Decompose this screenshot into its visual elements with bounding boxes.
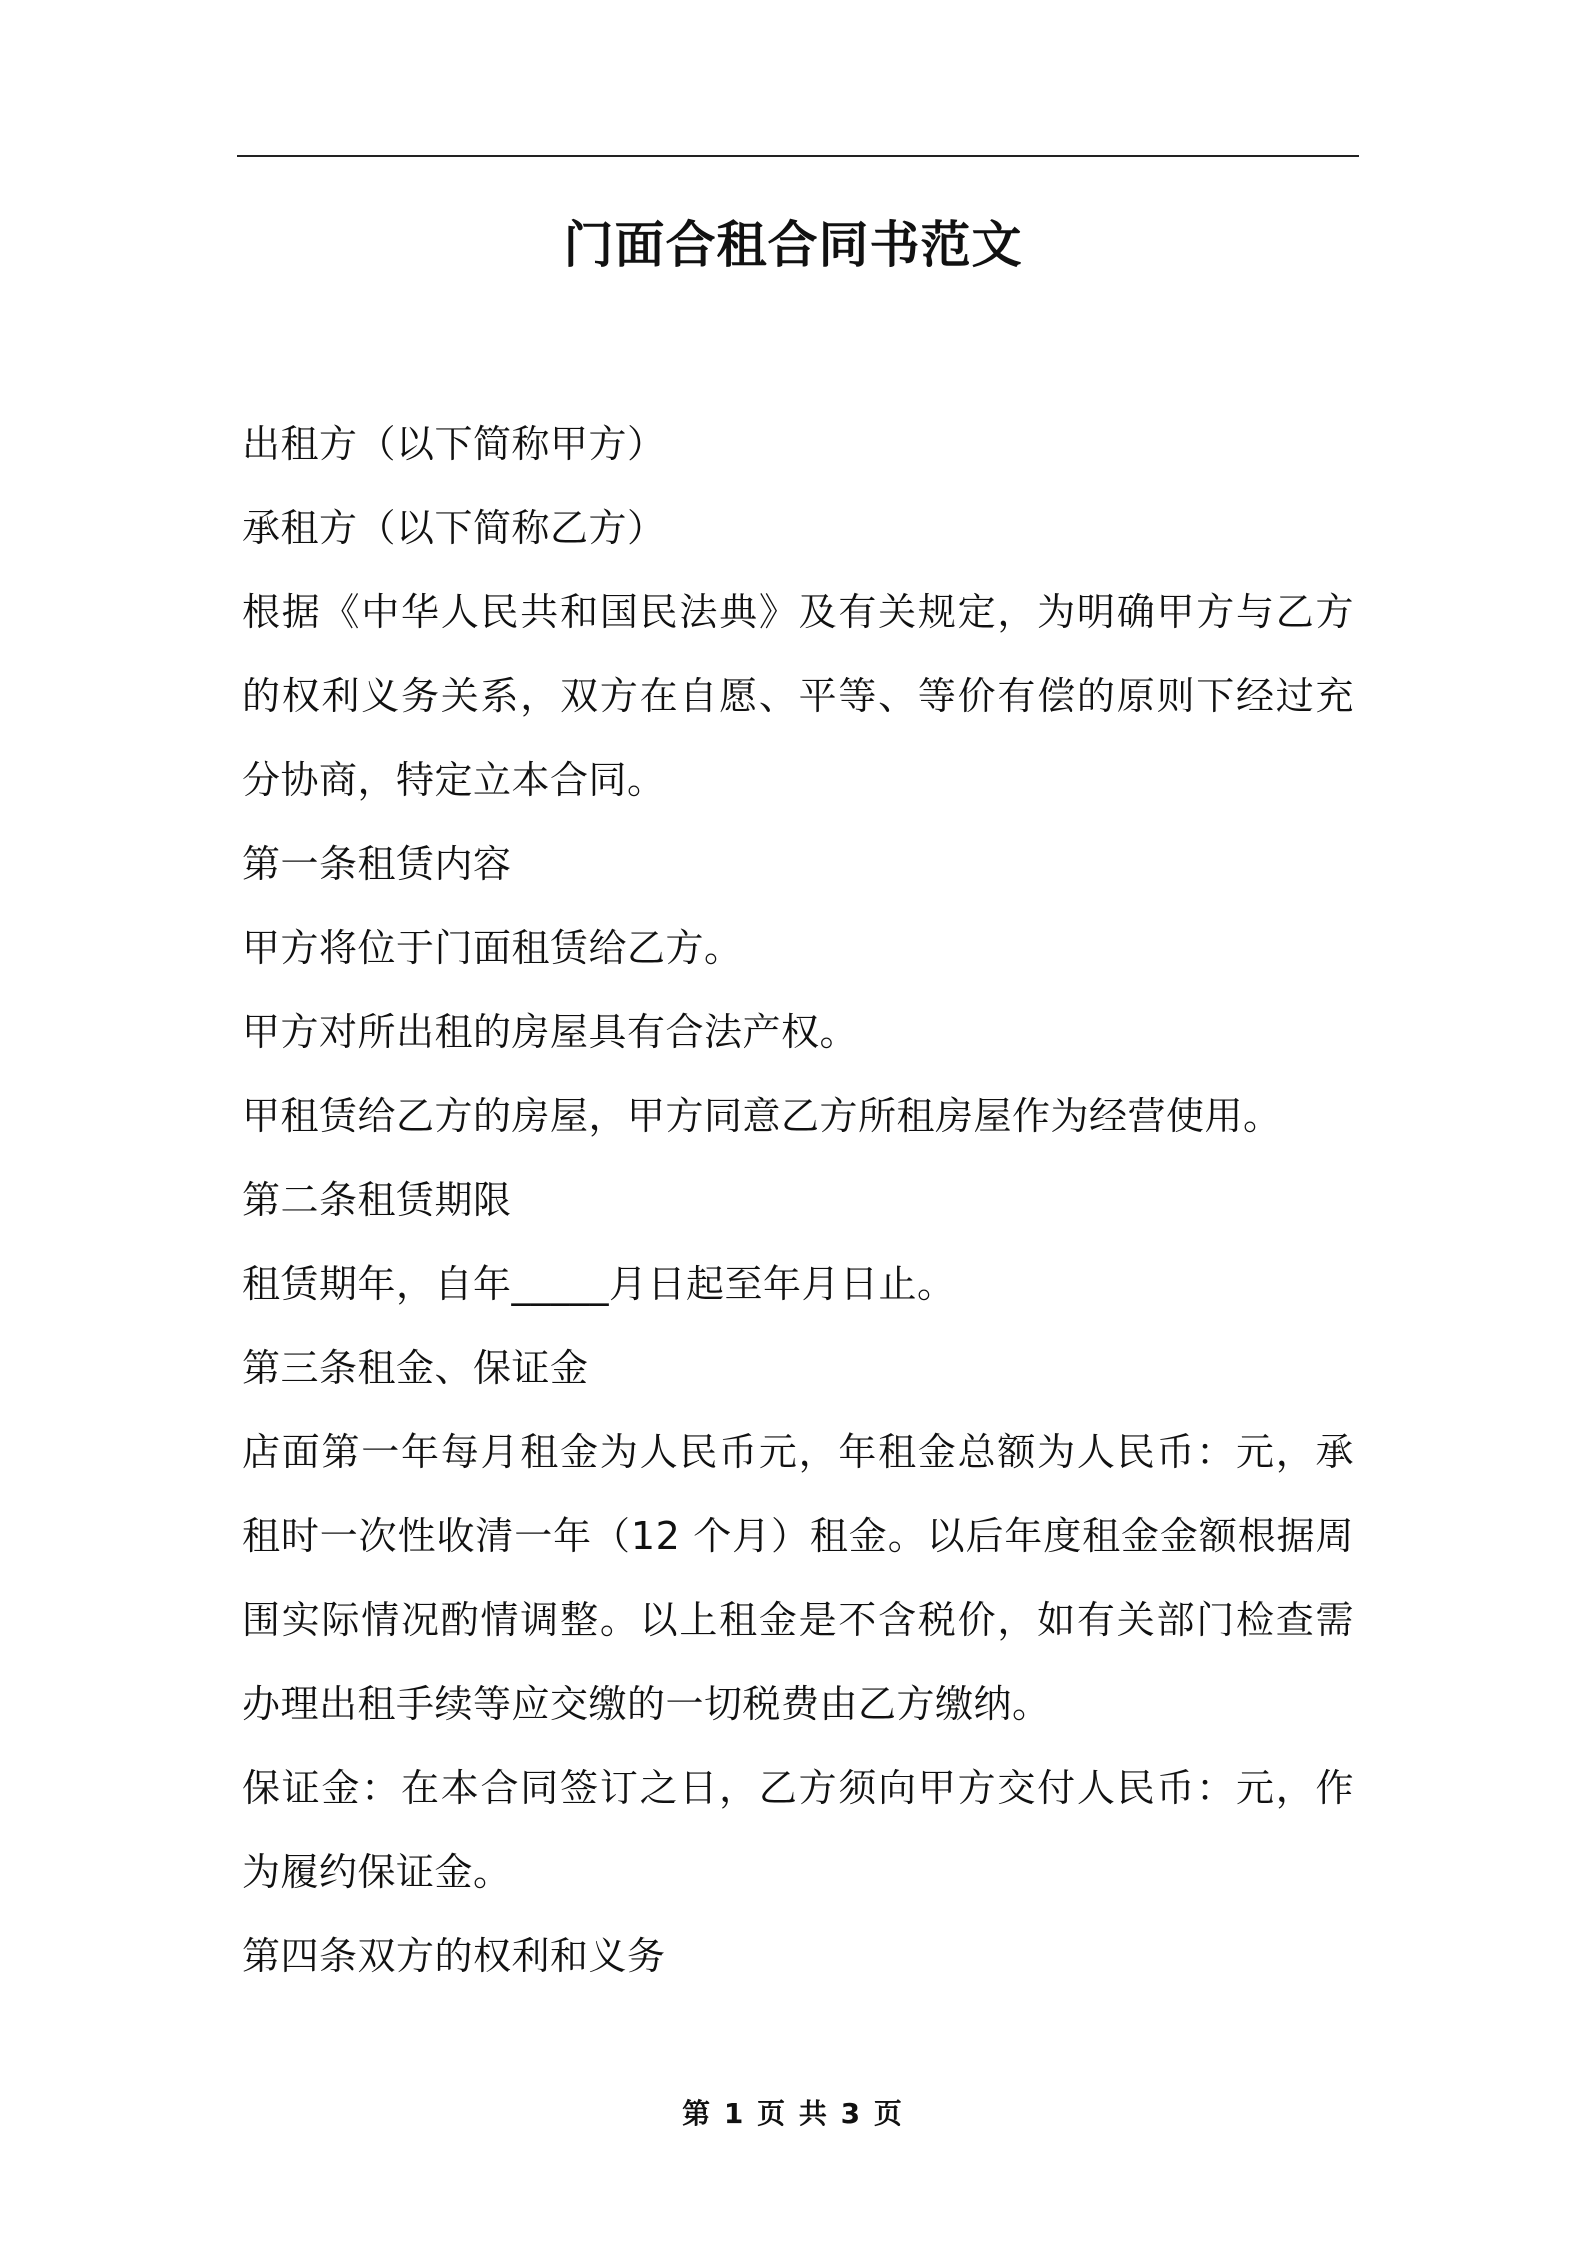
article-3-heading: 第三条租金、保证金 xyxy=(242,1346,589,1390)
article-4-heading: 第四条双方的权利和义务 xyxy=(242,1934,666,1978)
document-title: 门面合租合同书范文 xyxy=(563,216,1023,274)
article-2-heading: 第二条租赁期限 xyxy=(242,1178,512,1222)
paragraph-rent: 店面第一年每月租金为人民币元，年租金总额为人民币：元，承租时一次性收清一年（12 个月）租金。以后年度租金金额根据周围实际情况酌情调整。以上租金是不含税价，如有关部门检查需办理出租手续等应交缴的一切税费由乙方缴纳。 xyxy=(242,1430,1354,1726)
paragraph-preamble: 根据《中华人民共和国民法典》及有关规定，为明确甲方与乙方的权利义务关系，双方在自愿、平等、等价有偿的原则下经过充分协商，特定立本合同。 xyxy=(242,590,1354,802)
paragraph-lease-location: 甲方将位于门面租赁给乙方。 xyxy=(242,926,743,970)
page-footer: 第 1 页 共 3 页 xyxy=(682,2097,904,2130)
document-body xyxy=(242,402,1354,1998)
paragraph-property-right: 甲方对所出租的房屋具有合法产权。 xyxy=(242,1010,859,1054)
paragraph-lessee: 承租方（以下简称乙方） xyxy=(242,506,666,550)
article-1-heading: 第一条租赁内容 xyxy=(242,842,512,886)
paragraph-deposit: 保证金：在本合同签订之日，乙方须向甲方交付人民币：元，作为履约保证金。 xyxy=(242,1766,1354,1894)
header-rule xyxy=(237,155,1359,157)
paragraph-lease-term: 租赁期年，自年_____月日起至年月日止。 xyxy=(242,1262,956,1306)
paragraph-lessor: 出租方（以下简称甲方） xyxy=(242,422,666,466)
paragraph-usage: 甲租赁给乙方的房屋，甲方同意乙方所租房屋作为经营使用。 xyxy=(242,1094,1282,1138)
